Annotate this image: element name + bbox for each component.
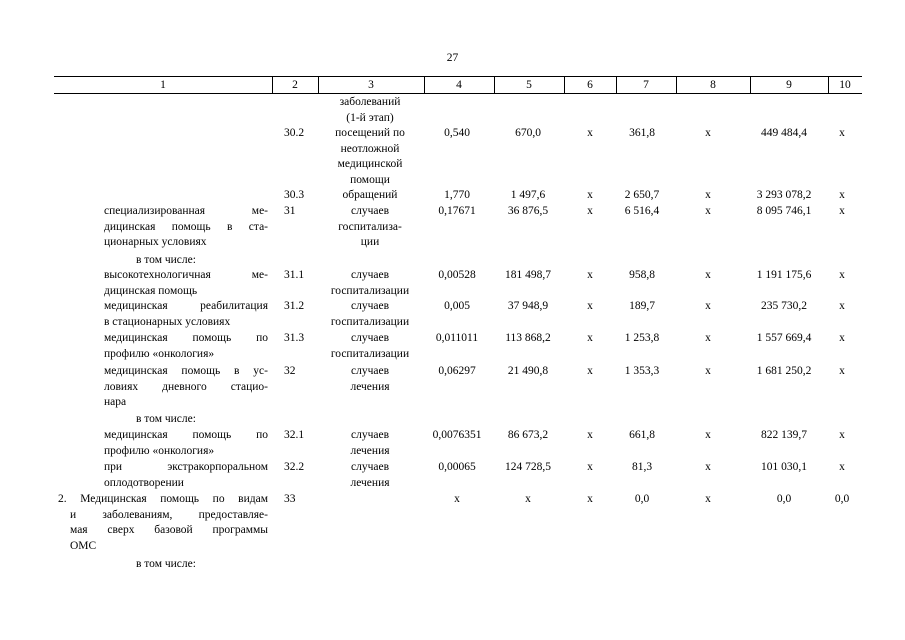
row-value-10: x bbox=[839, 189, 845, 201]
row-subheading: в том числе: bbox=[136, 413, 196, 425]
row-value-7: 661,8 bbox=[629, 429, 655, 441]
row-value-6: x bbox=[587, 300, 593, 312]
row-value-5: 124 728,5 bbox=[505, 461, 551, 473]
row-label: специализированная ме- дицинская помощь в ста- ционарных условиях bbox=[104, 205, 268, 248]
row-code: 33 bbox=[284, 493, 296, 505]
row-value-10: x bbox=[839, 127, 845, 139]
row-unit: случаев госпитализации bbox=[330, 300, 410, 328]
row-value-4: 0,0076351 bbox=[432, 429, 482, 441]
row-value-7: 1 353,3 bbox=[624, 365, 660, 377]
row-value-5: 36 876,5 bbox=[507, 205, 549, 217]
row-value-9: 8 095 746,1 bbox=[756, 205, 812, 217]
header-col-3: 3 bbox=[368, 79, 374, 91]
row-value-4: 0,00065 bbox=[438, 461, 476, 473]
table-header bbox=[54, 76, 862, 94]
row-value-5: 37 948,9 bbox=[507, 300, 549, 312]
row-value-5: 86 673,2 bbox=[507, 429, 549, 441]
row-code: 32.2 bbox=[284, 461, 305, 473]
row-value-4: 0,005 bbox=[444, 300, 470, 312]
row-value-8: x bbox=[705, 269, 711, 281]
header-col-8: 8 bbox=[710, 79, 716, 91]
row-label: медицинская помощь в ус- ловиях дневного стацио- нара bbox=[104, 365, 268, 408]
row-unit: случаев лечения bbox=[350, 461, 390, 489]
row-value-5: 181 498,7 bbox=[505, 269, 551, 281]
row-value-9: 101 030,1 bbox=[761, 461, 807, 473]
row-value-7: 189,7 bbox=[629, 300, 655, 312]
row-subheading: в том числе: bbox=[136, 254, 196, 266]
row-value-8: x bbox=[705, 461, 711, 473]
row-unit: случаев лечения bbox=[350, 365, 390, 393]
row-value-10: x bbox=[839, 365, 845, 377]
row-value-6: x bbox=[587, 127, 593, 139]
row-unit: случаев госпитализации bbox=[330, 269, 410, 297]
row-value-10: x bbox=[839, 269, 845, 281]
row-unit: случаев госпитализации bbox=[330, 332, 410, 360]
row-value-9: 822 139,7 bbox=[761, 429, 807, 441]
header-col-9: 9 bbox=[786, 79, 792, 91]
row-unit: случаев госпитализа- ции bbox=[338, 205, 402, 248]
row-value-7: 81,3 bbox=[631, 461, 653, 473]
row-value-6: x bbox=[587, 429, 593, 441]
header-col-7: 7 bbox=[643, 79, 649, 91]
row-value-8: x bbox=[705, 332, 711, 344]
row-unit: посещений по неотложной медицинской помощи bbox=[335, 127, 405, 186]
row-value-9: 0,0 bbox=[776, 493, 792, 505]
header-col-4: 4 bbox=[456, 79, 462, 91]
row-label: при экстракорпоральном оплодотворении bbox=[104, 461, 268, 489]
row-value-7: 958,8 bbox=[629, 269, 655, 281]
row-value-6: x bbox=[587, 205, 593, 217]
row-code: 32 bbox=[284, 365, 296, 377]
row-value-10: 0,0 bbox=[834, 493, 850, 505]
row-value-9: 1 681 250,2 bbox=[756, 365, 812, 377]
row-code: 31.1 bbox=[284, 269, 305, 281]
row-unit: случаев лечения bbox=[350, 429, 390, 457]
page-number: 27 bbox=[446, 52, 459, 64]
row-value-4: 0,00528 bbox=[438, 269, 476, 281]
row-value-4: 0,011011 bbox=[435, 332, 479, 344]
row-value-8: x bbox=[705, 365, 711, 377]
row-value-5: 1 497,6 bbox=[510, 189, 546, 201]
row-code: 30.2 bbox=[284, 127, 305, 139]
row-code: 32.1 bbox=[284, 429, 305, 441]
row-label: высокотехнологичная ме- дицинская помощь bbox=[104, 269, 268, 297]
row-value-4: 1,770 bbox=[444, 189, 470, 201]
row-value-6: x bbox=[587, 332, 593, 344]
row-value-10: x bbox=[839, 332, 845, 344]
header-col-5: 5 bbox=[526, 79, 532, 91]
row-value-8: x bbox=[705, 205, 711, 217]
header-col-10: 10 bbox=[839, 79, 851, 91]
row-code: 30.3 bbox=[284, 189, 305, 201]
row-value-9: 1 191 175,6 bbox=[756, 269, 812, 281]
header-col-6: 6 bbox=[587, 79, 593, 91]
row-value-9: 235 730,2 bbox=[761, 300, 807, 312]
row-value-7: 0,0 bbox=[634, 493, 650, 505]
row-value-7: 361,8 bbox=[629, 127, 655, 139]
row-value-5: 670,0 bbox=[515, 127, 541, 139]
header-col-1: 1 bbox=[160, 79, 166, 91]
row-label: медицинская реабилитация в стационарных условиях bbox=[104, 300, 268, 328]
row-value-4: 0,06297 bbox=[438, 365, 476, 377]
row-value-6: x bbox=[587, 269, 593, 281]
row-value-8: x bbox=[705, 189, 711, 201]
row-value-6: x bbox=[587, 189, 593, 201]
row-value-7: 1 253,8 bbox=[624, 332, 660, 344]
row-subheading: в том числе: bbox=[136, 558, 196, 570]
row-value-9: 449 484,4 bbox=[761, 127, 807, 139]
row-value-8: x bbox=[705, 127, 711, 139]
row-value-9: 1 557 669,4 bbox=[756, 332, 812, 344]
row-label: медицинская помощь по профилю «онкология» bbox=[104, 332, 268, 360]
row-value-5: x bbox=[525, 493, 531, 505]
row-label: 2. Медицинская помощь по видам и заболеваниям, предоставляе- мая сверх базовой программы ОМС bbox=[58, 493, 268, 552]
row-value-10: x bbox=[839, 429, 845, 441]
row-code: 31.3 bbox=[284, 332, 305, 344]
row-value-10: x bbox=[839, 205, 845, 217]
row-value-8: x bbox=[705, 429, 711, 441]
row-value-7: 2 650,7 bbox=[624, 189, 660, 201]
row-value-10: x bbox=[839, 461, 845, 473]
row-value-6: x bbox=[587, 461, 593, 473]
row-code: 31.2 bbox=[284, 300, 305, 312]
row-value-6: x bbox=[587, 365, 593, 377]
row-value-5: 21 490,8 bbox=[507, 365, 549, 377]
row-code: 31 bbox=[284, 205, 296, 217]
header-col-2: 2 bbox=[292, 79, 298, 91]
row-value-7: 6 516,4 bbox=[624, 205, 660, 217]
row-value-4: 0,540 bbox=[444, 127, 470, 139]
row-value-4: 0,17671 bbox=[438, 205, 476, 217]
row-value-10: x bbox=[839, 300, 845, 312]
row-label: медицинская помощь по профилю «онкология» bbox=[104, 429, 268, 457]
row-value-8: x bbox=[705, 493, 711, 505]
row-value-5: 113 868,2 bbox=[505, 332, 551, 344]
row-value-8: x bbox=[705, 300, 711, 312]
row-unit-cont: заболеваний (1-й этап) bbox=[339, 96, 401, 124]
row-value-6: x bbox=[587, 493, 593, 505]
row-value-9: 3 293 078,2 bbox=[756, 189, 812, 201]
row-unit: обращений bbox=[342, 189, 398, 201]
row-value-4: x bbox=[454, 493, 460, 505]
